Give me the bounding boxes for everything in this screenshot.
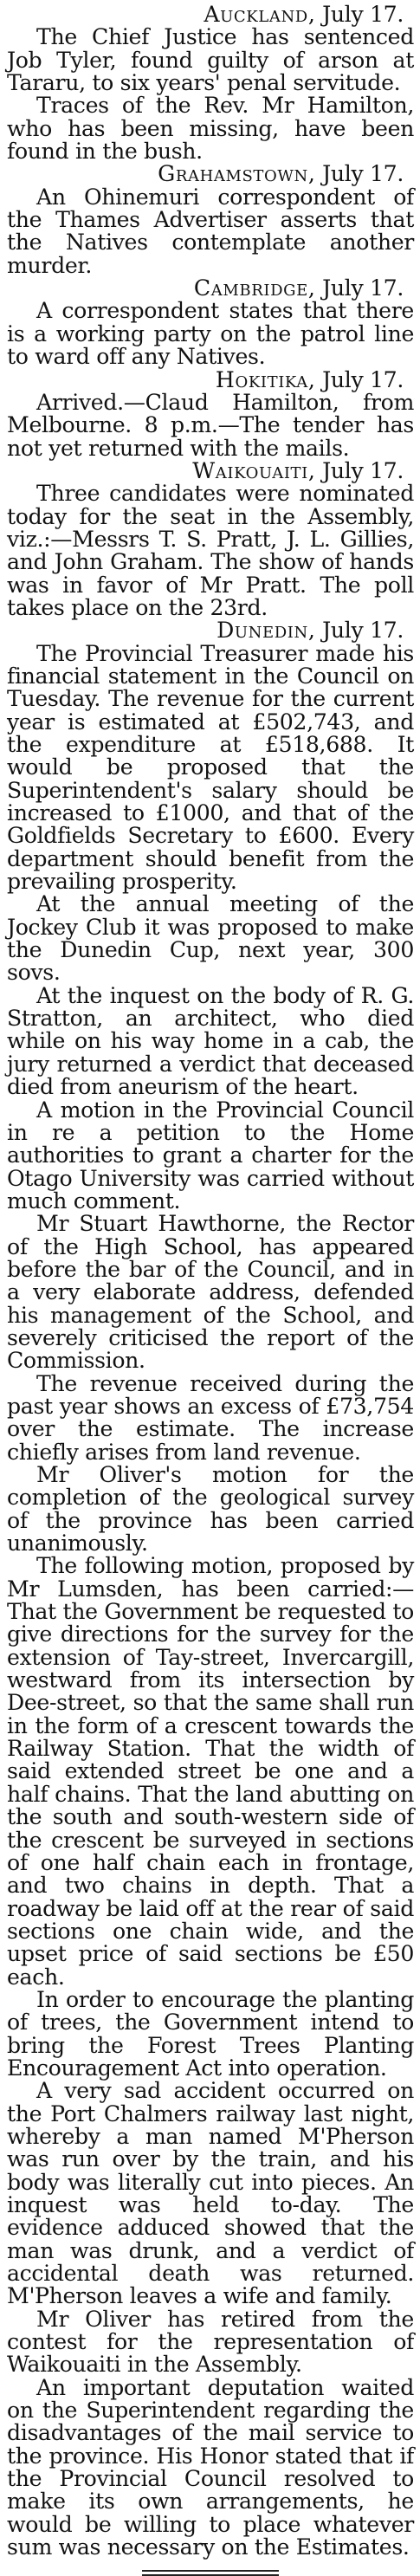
- paragraph: Traces of the Rev. Mr Hamilton, who has been missing, have been found in the bush.: [7, 93, 414, 165]
- paragraph: Mr Oliver's motion for the completion of the geological survey of the province has been carried unanimously.: [7, 1462, 414, 1557]
- dateline: [7, 619, 414, 642]
- dateline-date: July 17.: [322, 275, 404, 301]
- dispatch-grahamstown: [7, 163, 414, 277]
- paragraph: A very sad accident occurred on the Port Chalmers railway last night, whereby a man named M'Pherson was run over by the train, and his body was literally cut into pieces. An inquest was held to-day. The evidence adduced showed that the man was drunk, and a verdict of accidental death was returned. M'Pherson leaves a wife and family.: [7, 2078, 414, 2309]
- paragraph: A motion in the Provincial Council in re a petition to the Home authorities to grant a charter for the Otago University was carried without much comment.: [7, 1097, 414, 1214]
- dateline: [7, 457, 414, 483]
- paragraph: The revenue received during the past year shows an excess of £73,754 over the estimate. The increase chiefly arises from land revenue.: [7, 1370, 414, 1465]
- dateline: [7, 3, 414, 26]
- paragraph: Mr Oliver has retired from the contest for the representation of Waikouaiti in the Assembly.: [7, 2306, 414, 2378]
- dateline-date: July 17.: [322, 366, 404, 392]
- paragraph: Arrived.—Claud Hamilton, from Melbourne. 8 p.m.—The tender has not yet returned with the mails.: [7, 389, 414, 461]
- dispatch-dunedin: [7, 619, 414, 2559]
- paragraph: Mr Stuart Hawthorne, the Rector of the High School, has appeared before the bar of the Council, and in a very elaborate address, defended his management of the School, and severely criticised the report of the Commission.: [7, 1211, 414, 1374]
- dateline-date: July 17.: [322, 457, 404, 483]
- paragraph: The following motion, proposed by Mr Lumsden, has been carried:—That the Government be requested to give directions for the survey for the extension of Tay-street, Invercargill, westward from its intersection by Dee-street, so that the same shall run in the form of a crescent towards the Railway Station. That the width of said extended street be one and a half chains. That the land abutting on the south and south-western side of the crescent be surveyed in sections of one half chain each in frontage, and two chains in depth. That a roadway be laid off at the rear of said sections one chain wide, and the upset price of said sections be £50 each.: [7, 1553, 414, 1990]
- dispatch-waikouaiti: [7, 457, 414, 620]
- paragraph: The Chief Justice has sentenced Job Tyler, found guilty of arson at Tararu, to six years' penal servitude.: [7, 24, 414, 96]
- dispatch-cambridge: [7, 277, 414, 368]
- dispatch-hokitika: [7, 366, 414, 461]
- paragraph: At the inquest on the body of R. G. Stratton, an architect, who died while on his way home in a cab, the jury returned a verdict that deceased died from aneurism of the heart.: [7, 982, 414, 1100]
- dateline-place: Cambridge,: [193, 275, 316, 301]
- paragraph: A correspondent states that there is a working party on the patrol line to ward off any Natives.: [7, 298, 414, 370]
- dateline-date: July 17.: [322, 618, 404, 644]
- dateline-place: Waikouaiti,: [192, 457, 316, 483]
- dateline-place: Dunedin,: [216, 618, 316, 644]
- paragraph: In order to encourage the planting of trees, the Government intend to bring the Forest Trees Planting Encouragement Act into operation.: [7, 1986, 414, 2081]
- dispatch-auckland: [7, 3, 414, 163]
- dateline: [7, 163, 414, 185]
- paragraph: At the annual meeting of the Jockey Club it was proposed to make the Dunedin Cup, next year, 300 sovs.: [7, 891, 414, 986]
- end-of-column-rule: [142, 2570, 279, 2576]
- paragraph: An Ohinemuri correspondent of the Thames Advertiser asserts that the Natives contemplate another murder.: [7, 184, 414, 278]
- paragraph: An important deputation waited on the Superintendent regarding the disadvantages of the mail service to the province. His Honor stated that if the Provincial Council resolved to make its own arrangements, he would be willing to place whatever sum was necessary on the Estimates.: [7, 2374, 414, 2560]
- dateline-date: July 17.: [322, 161, 404, 187]
- divider-line: [142, 2570, 279, 2572]
- dateline-place: Auckland,: [204, 2, 316, 27]
- dateline-place: Hokitika,: [215, 366, 316, 392]
- dateline-date: July 17.: [322, 2, 404, 27]
- paragraph: Three candidates were nominated today for the seat in the Assembly, viz.:—Messrs T. S. Pratt, J. L. Gillies, and John Graham. The show of hands was in favor of Mr Pratt. The poll takes place on the 23rd.: [7, 481, 414, 620]
- dateline: [7, 366, 414, 392]
- paragraph: The Provincial Treasurer made his financial statement in the Council on Tuesday. The revenue for the current year is estimated at £502,743, and the expenditure at £518,688. It would be proposed that the Superintendent's salary should be increased to £1000, and that of the Goldfields Secretary to £600. Every department should benefit from the prevailing prosperity.: [7, 640, 414, 895]
- dateline: [7, 277, 414, 300]
- divider-line: [142, 2574, 279, 2576]
- dateline-place: Grahamstown,: [158, 161, 316, 187]
